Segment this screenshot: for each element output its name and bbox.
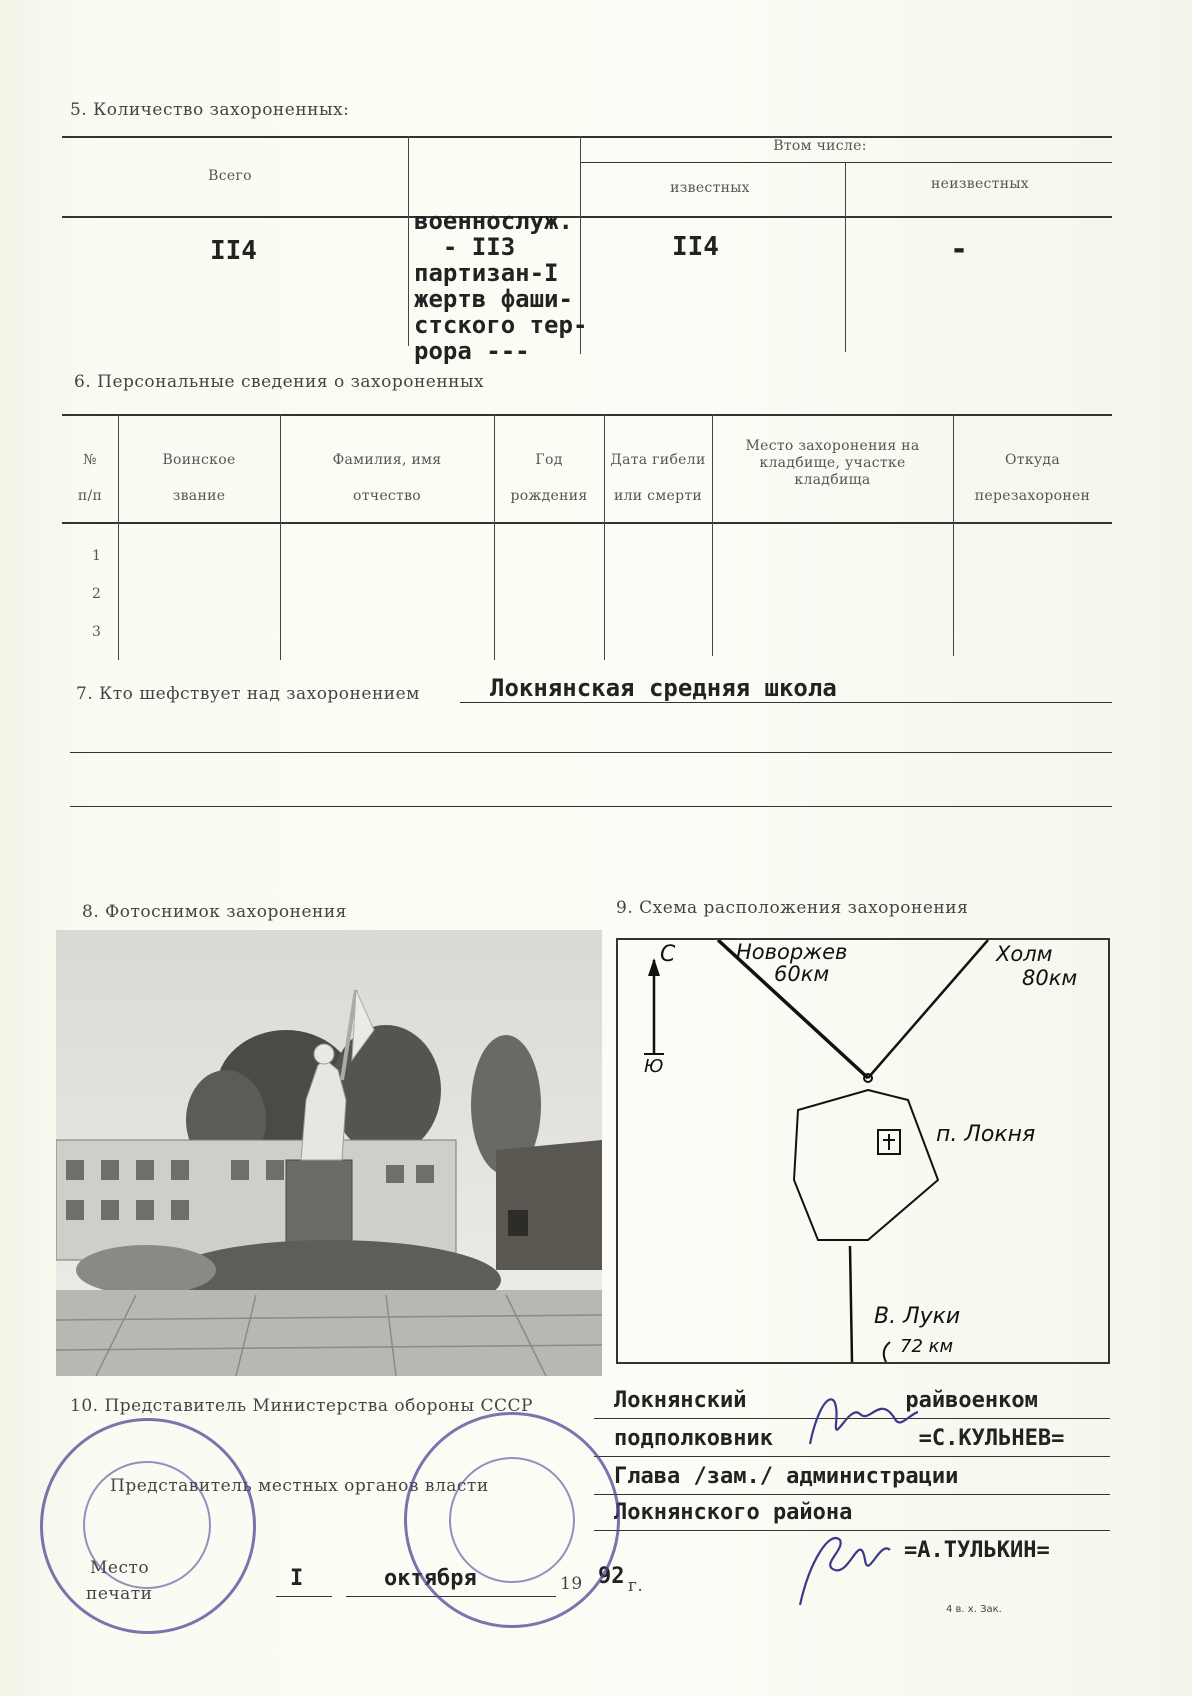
sec10-line2: подполковник =С.КУЛЬНЕВ= — [614, 1426, 1065, 1451]
sec7-line — [70, 806, 1112, 807]
known-value: II4 — [672, 232, 719, 262]
known-label: известных — [670, 180, 750, 196]
column-header-line: Фамилия, имя — [332, 452, 442, 468]
vsego-label: Всего — [208, 168, 252, 184]
column-header-line: п/п — [77, 488, 103, 504]
unknown-label: неизвестных — [930, 176, 1029, 192]
memorial-photo — [56, 930, 602, 1376]
patron-value: Локнянская средняя школа — [490, 674, 837, 702]
table6-top-line — [62, 414, 1112, 416]
column-header-line: Воинское — [162, 452, 236, 468]
signature-tulkin — [780, 1520, 910, 1610]
column-header-line: рождения — [510, 488, 588, 504]
table6-column-header — [62, 442, 118, 514]
print-mark: 4 в. х. Зак. — [946, 1604, 1002, 1615]
south-label: Ю — [644, 1056, 664, 1077]
sec10-line4: Локнянского района — [614, 1500, 853, 1525]
column-header-line: звание — [172, 488, 226, 504]
town-label: п. Локня — [936, 1122, 1036, 1147]
date-year-prefix: 19 — [560, 1574, 583, 1594]
date-year: 92 — [598, 1564, 625, 1589]
table6-row-number: 3 — [92, 624, 102, 640]
table6-column-header — [712, 438, 953, 489]
road3-label: В. Луки — [874, 1304, 961, 1329]
date-day: I — [290, 1566, 304, 1591]
column-header-line: Место захоронения на — [745, 438, 920, 454]
table6-row-number: 2 — [92, 586, 102, 602]
column-header-line: кладбище, участке — [759, 455, 906, 471]
unknown-value: - — [950, 232, 969, 267]
administration-stamp — [404, 1412, 620, 1628]
sec10-label2: Представитель местных органов власти — [110, 1476, 489, 1496]
table5-top-line — [62, 136, 1112, 138]
total-value: II4 — [210, 236, 257, 266]
location-scheme — [616, 938, 1110, 1364]
road2-label: Холм — [996, 942, 1053, 966]
date-month: октября — [384, 1566, 477, 1591]
sec7-title: 7. Кто шефствует над захоронением — [76, 684, 420, 704]
breakdown-line: - II3 — [414, 233, 516, 261]
sec8-title: 8. Фотоснимок захоронения — [82, 902, 347, 922]
table5-divider — [408, 136, 409, 346]
sec10-label1: 10. Представитель Министерства обороны СССР — [70, 1396, 533, 1416]
road3-distance: 72 км — [900, 1336, 954, 1357]
column-header-line: отчество — [352, 488, 421, 504]
column-header-line: Откуда — [1005, 452, 1060, 468]
sec5-title: 5. Количество захороненных: — [70, 100, 350, 120]
sec7-line — [70, 752, 1112, 753]
column-header-line: № — [83, 452, 97, 468]
road1-label: Новоржев — [736, 940, 848, 964]
sec10-line5: =А.ТУЛЬКИН= — [904, 1538, 1050, 1563]
table6-column-header — [494, 442, 604, 514]
vtom-label: Втом числе: — [773, 138, 867, 154]
military-stamp — [40, 1418, 256, 1634]
road2-distance: 80км — [1022, 966, 1078, 990]
table5-sub-line — [580, 162, 1112, 163]
column-header-line: или смерти — [613, 488, 703, 504]
table5-divider — [845, 162, 846, 352]
date-line — [276, 1596, 332, 1597]
sec10-line — [594, 1494, 1110, 1495]
breakdown-line: военнослуж. — [414, 207, 573, 235]
column-header-line: кладбища — [794, 472, 871, 488]
table6-column-header — [953, 442, 1112, 514]
sec7-line — [460, 702, 1112, 703]
table6-row-number: 1 — [92, 548, 102, 564]
sec10-line — [594, 1456, 1110, 1457]
table6-column-header — [604, 442, 712, 514]
table6-column-header — [118, 442, 280, 514]
table6-header-line — [62, 522, 1112, 524]
column-header-line: Год — [535, 452, 563, 468]
breakdown-list — [414, 208, 587, 364]
column-header-line: Дата гибели — [610, 452, 706, 468]
sec10-line3: Глава /зам./ администрации — [614, 1464, 959, 1489]
sec10-line1: Локнянский райвоенком — [614, 1388, 1038, 1413]
stamp-place-label: Место — [90, 1558, 150, 1578]
breakdown-line: жертв фаши- — [414, 285, 573, 313]
date-suffix: г. — [628, 1576, 644, 1596]
signature-kulnev — [800, 1384, 920, 1454]
breakdown-line: партизан-I — [414, 259, 559, 287]
sec9-title: 9. Схема расположения захоронения — [616, 898, 969, 918]
sec6-title: 6. Персональные сведения о захороненных — [74, 372, 485, 392]
road1-distance: 60км — [774, 962, 830, 986]
column-header-line: перезахоронен — [974, 488, 1091, 504]
stamp-place-label: печати — [86, 1584, 153, 1604]
breakdown-line: стского тер- — [414, 311, 588, 339]
table6-column-header — [280, 442, 494, 514]
breakdown-line: рора --- — [414, 337, 530, 365]
north-label: С — [660, 942, 676, 967]
